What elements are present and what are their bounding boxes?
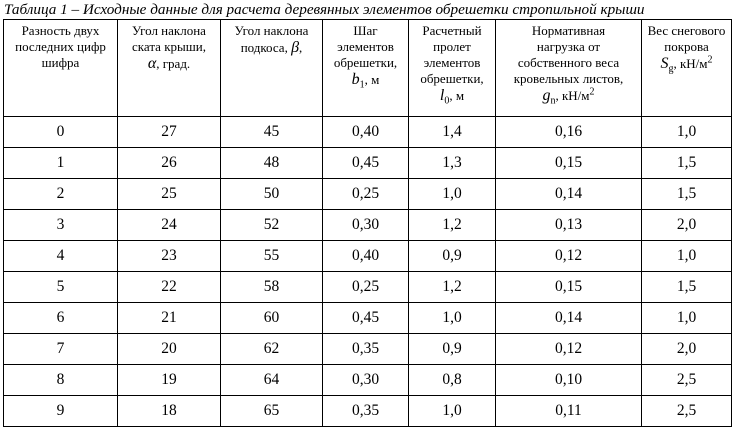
table-cell: 3 [4, 210, 118, 241]
table-cell: 20 [118, 334, 221, 365]
table-cell: 0,15 [496, 272, 642, 303]
table-cell: 0,35 [323, 334, 409, 365]
table-cell: 27 [118, 117, 221, 148]
table-cell: 2,0 [642, 334, 732, 365]
table-cell: 0,45 [323, 148, 409, 179]
table-cell: 1,5 [642, 272, 732, 303]
table-cell: 0,9 [409, 334, 496, 365]
table-cell: 8 [4, 365, 118, 396]
table-cell: 7 [4, 334, 118, 365]
table-row [4, 241, 732, 272]
header-strut-angle-symbol: подкоса, β, [240, 39, 303, 56]
table-cell: 0,10 [496, 365, 642, 396]
data-table [3, 19, 732, 427]
table-cell: 0,12 [496, 241, 642, 272]
table-cell: 0,40 [323, 241, 409, 272]
table-cell: 0,8 [409, 365, 496, 396]
table-row [4, 179, 732, 210]
table-cell: 1,0 [642, 117, 732, 148]
header-sheet-load-symbol: $g_n$, $кН/м^2$ [542, 86, 595, 107]
table-cell: 52 [221, 210, 323, 241]
header-lathing-step: Шаг элементов обрешетки, $b_1$, м [323, 20, 409, 117]
table-body [4, 117, 732, 427]
table-cell: 60 [221, 303, 323, 334]
table-cell: 45 [221, 117, 323, 148]
table-row [4, 210, 732, 241]
table-cell: 22 [118, 272, 221, 303]
table-row [4, 396, 732, 427]
table-cell: 21 [118, 303, 221, 334]
table-cell: 0,14 [496, 179, 642, 210]
header-roof-slope-angle: Угол наклона ската крыши, α, град. [118, 20, 221, 117]
table-cell: 2,5 [642, 396, 732, 427]
table-cell: 48 [221, 148, 323, 179]
table-cell: 23 [118, 241, 221, 272]
table-cell: 0,11 [496, 396, 642, 427]
table-row [4, 303, 732, 334]
table-cell: 0,35 [323, 396, 409, 427]
table-cell: 65 [221, 396, 323, 427]
table-cell: 5 [4, 272, 118, 303]
table-cell: 2,5 [642, 365, 732, 396]
table-cell: 4 [4, 241, 118, 272]
table-cell: 1,5 [642, 148, 732, 179]
table-cell: 0 [4, 117, 118, 148]
table-header-row [4, 20, 732, 117]
table-row [4, 148, 732, 179]
table-cell: 1,0 [409, 303, 496, 334]
table-cell: 19 [118, 365, 221, 396]
header-design-span: Расчетный пролет элементов обрешетки, $l_0$, м [409, 20, 496, 117]
table-cell: 1,4 [409, 117, 496, 148]
table-cell: 0,45 [323, 303, 409, 334]
table-cell: 0,16 [496, 117, 642, 148]
table-cell: 26 [118, 148, 221, 179]
header-roof-slope-angle-symbol: α, град. [147, 55, 191, 72]
header-strut-angle: Угол наклона подкоса, β, [221, 20, 323, 117]
table-cell: 50 [221, 179, 323, 210]
table-cell: 1,0 [642, 303, 732, 334]
table-cell: 6 [4, 303, 118, 334]
table-row [4, 334, 732, 365]
table-cell: 1,0 [409, 179, 496, 210]
table-cell: 18 [118, 396, 221, 427]
table-cell: 0,30 [323, 210, 409, 241]
table-cell: 0,15 [496, 148, 642, 179]
header-snow-weight-symbol: $S_g$, $кН/м^2$ [660, 54, 713, 75]
table-cell: 55 [221, 241, 323, 272]
table-cell: 62 [221, 334, 323, 365]
header-lathing-step-symbol: $b_1$, м [351, 71, 380, 91]
table-cell: 24 [118, 210, 221, 241]
table-cell: 0,14 [496, 303, 642, 334]
table-cell: 0,25 [323, 272, 409, 303]
table-cell: 1,0 [409, 396, 496, 427]
table-cell: 2,0 [642, 210, 732, 241]
table-cell: 0,12 [496, 334, 642, 365]
table-row [4, 272, 732, 303]
table-cell: 0,30 [323, 365, 409, 396]
table-caption: Таблица 1 – Исходные данные для расчета деревянных элементов обрешетки стропильной крыши [4, 1, 645, 18]
table-cell: 1,2 [409, 272, 496, 303]
table-cell: 1 [4, 148, 118, 179]
table-cell: 58 [221, 272, 323, 303]
table-cell: 1,5 [642, 179, 732, 210]
table-cell: 9 [4, 396, 118, 427]
table-cell: 2 [4, 179, 118, 210]
table-row [4, 365, 732, 396]
table-cell: 0,13 [496, 210, 642, 241]
header-cipher-difference: Разность двух последних цифр шифра [4, 20, 118, 117]
table-row [4, 117, 732, 148]
table-cell: 0,40 [323, 117, 409, 148]
header-design-span-symbol: $l_0$, м [439, 87, 465, 107]
table-cell: 1,2 [409, 210, 496, 241]
header-sheet-load: Нормативная нагрузка от собственного веса кровельных листов, $g_n$, $кН/м^2$ [496, 20, 642, 117]
table-cell: 1,3 [409, 148, 496, 179]
table-cell: 25 [118, 179, 221, 210]
table-cell: 1,0 [642, 241, 732, 272]
header-snow-weight: Вес снегового покрова $S_g$, $кН/м^2$ [642, 20, 732, 117]
table-cell: 0,9 [409, 241, 496, 272]
table-cell: 64 [221, 365, 323, 396]
table-cell: 0,25 [323, 179, 409, 210]
